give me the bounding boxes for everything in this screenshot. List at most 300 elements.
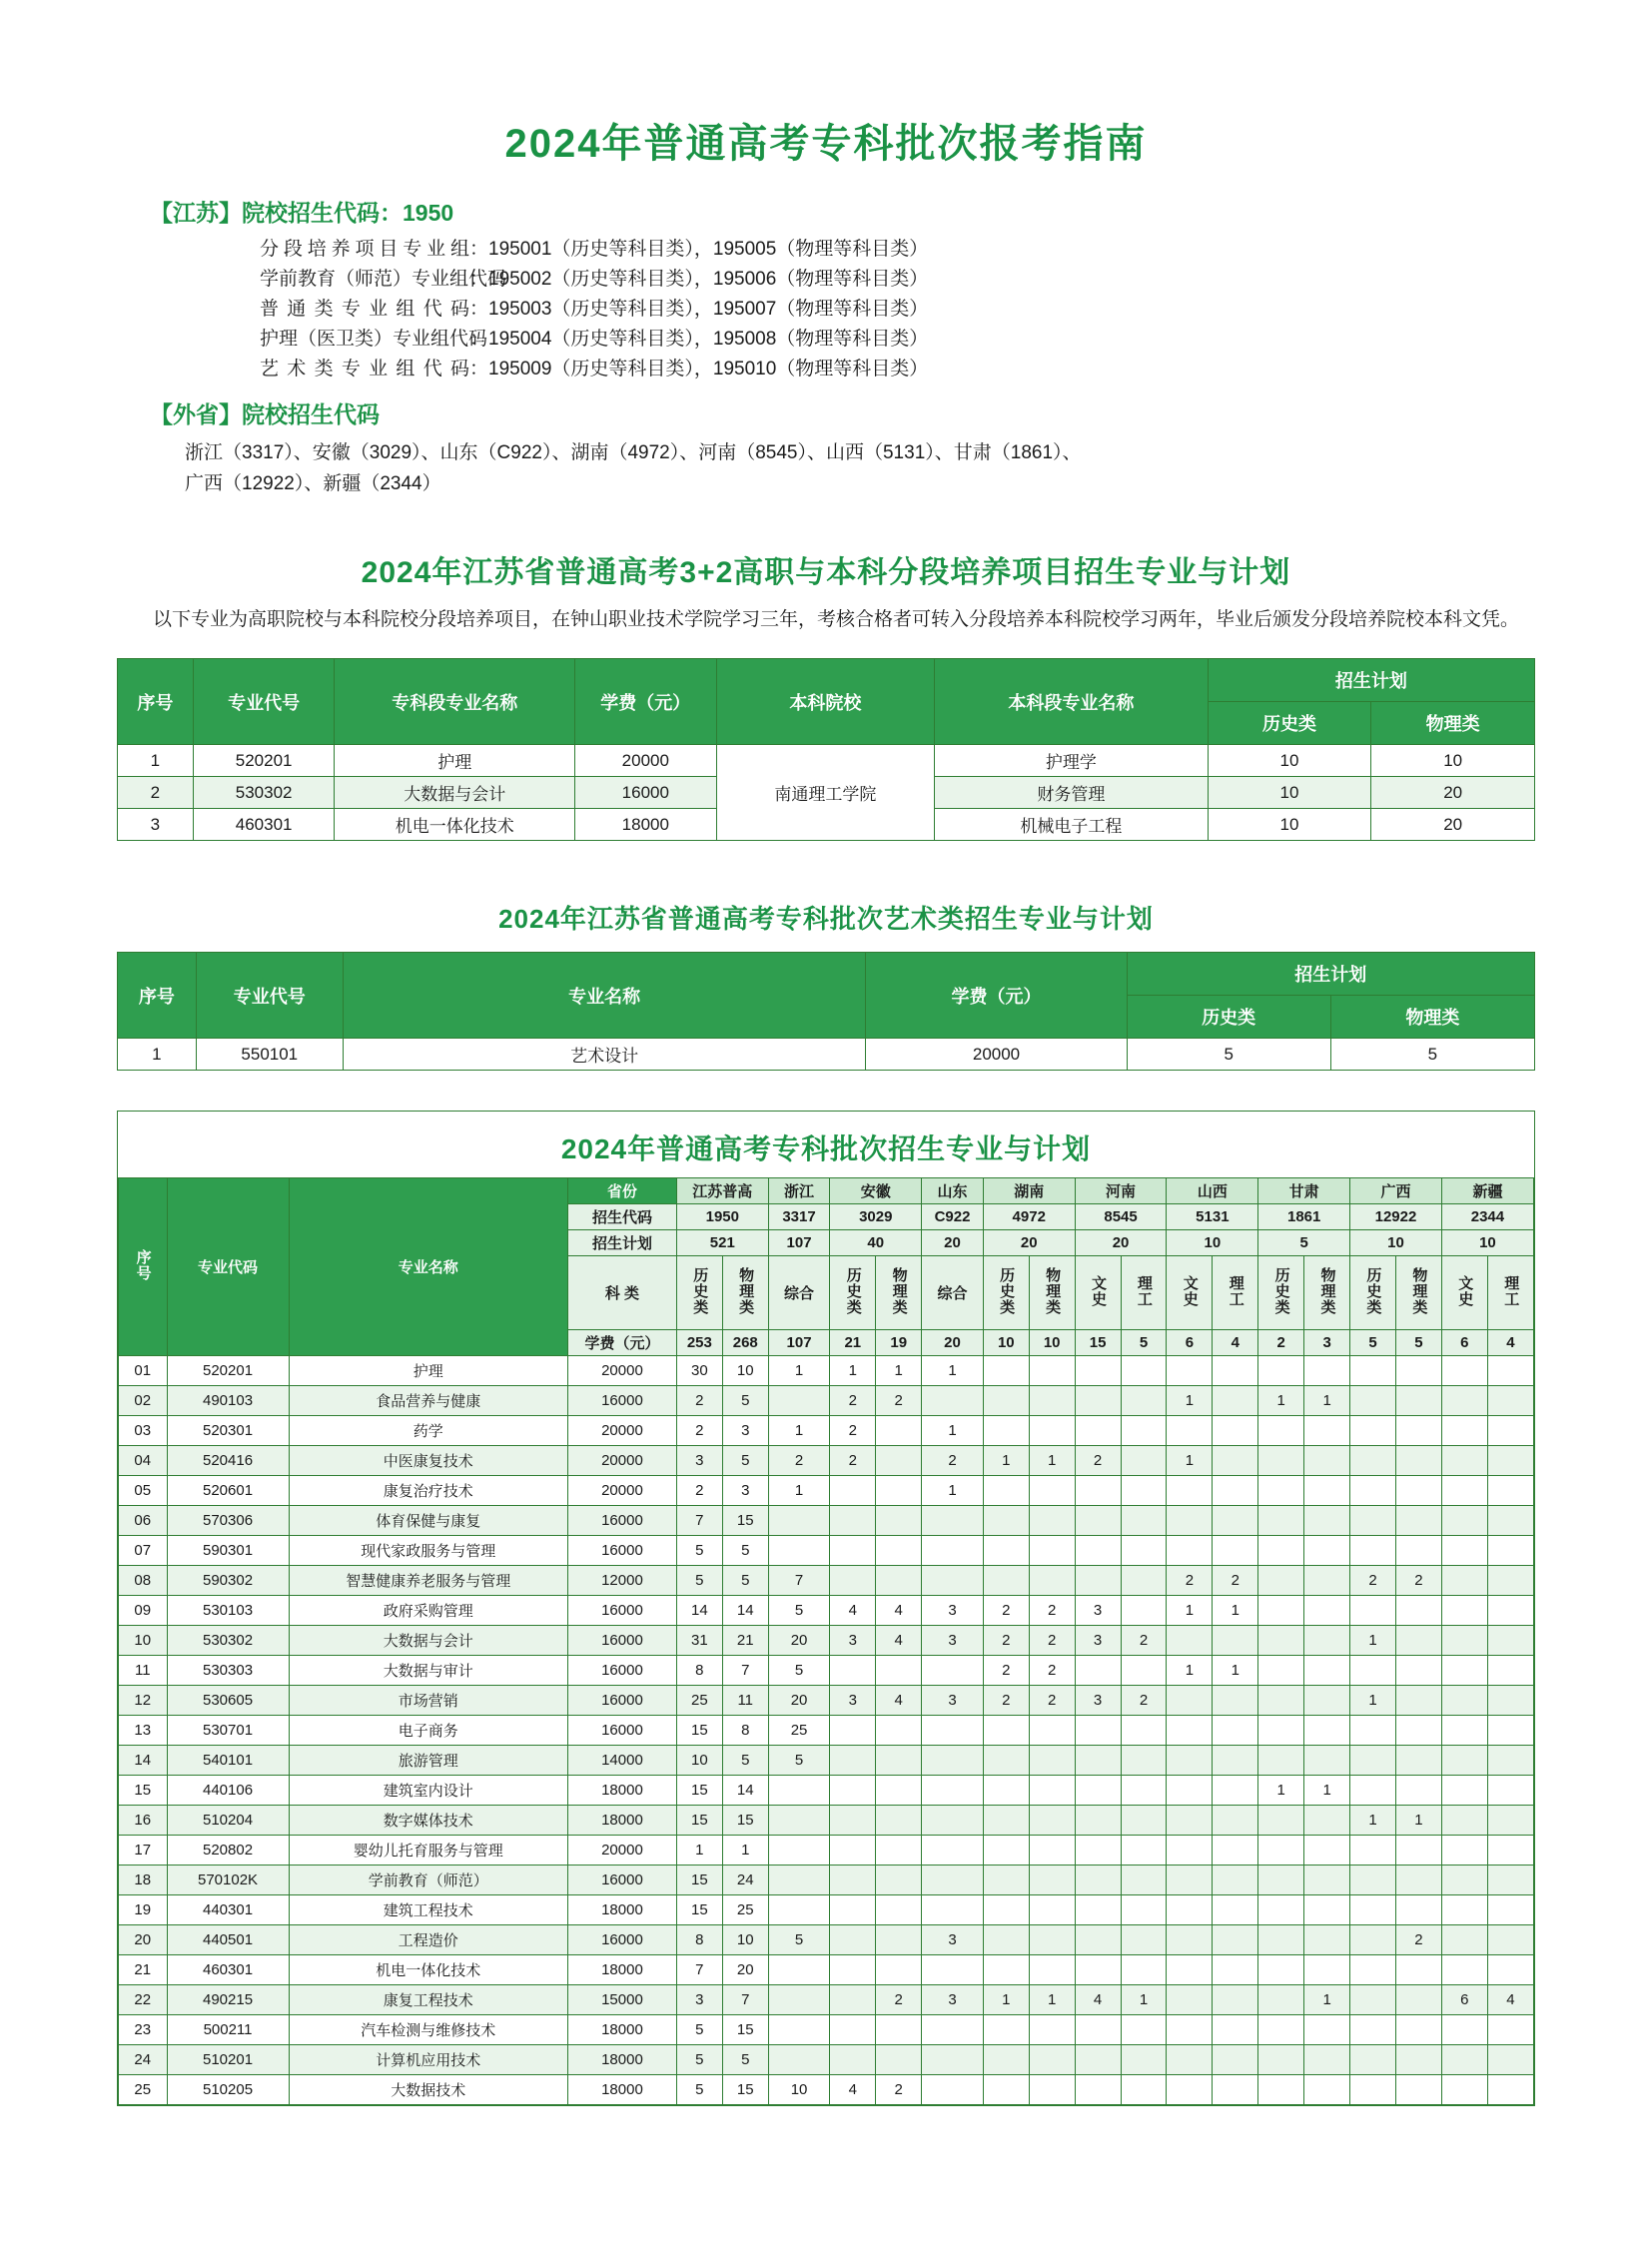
cell-plan-value bbox=[1395, 2045, 1441, 2075]
province-hunan: 湖南 bbox=[983, 1178, 1075, 1204]
cell-fee: 18000 bbox=[568, 1776, 677, 1806]
cell-plan-value bbox=[830, 1716, 876, 1746]
cell-plan-value bbox=[1441, 1386, 1487, 1416]
cell-name: 艺术设计 bbox=[343, 1039, 866, 1071]
cell-plan-value bbox=[1304, 1566, 1350, 1596]
cell-plan-value bbox=[983, 1806, 1029, 1836]
province-gansu: 甘肃 bbox=[1258, 1178, 1350, 1204]
cell-plan-value: 5 bbox=[676, 2075, 722, 2105]
cell-code: 550101 bbox=[196, 1039, 343, 1071]
cell-plan-value: 3 bbox=[1075, 1626, 1121, 1656]
cell-plan-value bbox=[1075, 1866, 1121, 1895]
th-subject: 科 类 bbox=[568, 1256, 677, 1330]
cell-plan-value bbox=[1304, 1596, 1350, 1626]
cell-plan-value bbox=[1167, 1955, 1213, 1985]
cell-plan-value bbox=[1395, 1626, 1441, 1656]
fee-col: 5 bbox=[1121, 1330, 1167, 1356]
cell-plan-value bbox=[1075, 1356, 1121, 1386]
cell-idx: 1 bbox=[118, 1039, 197, 1071]
cell-plan-value bbox=[1487, 1686, 1533, 1716]
cell-plan-value: 1 bbox=[876, 1356, 922, 1386]
cell-idx: 05 bbox=[119, 1476, 168, 1506]
section1-intro: 以下专业为高职院校与本科院校分段培养项目，在钟山职业技术学院学习三年，考核合格者可转入分段培养本科院校学习两年，毕业后颁发分段培养院校本科文凭。 bbox=[153, 609, 1520, 631]
cell-plan-value bbox=[983, 2045, 1029, 2075]
cell-physics: 20 bbox=[1371, 809, 1535, 841]
cell-name: 大数据与审计 bbox=[289, 1656, 567, 1686]
cell-plan-value: 2 bbox=[830, 1416, 876, 1446]
cell-plan-value bbox=[922, 1566, 984, 1596]
table-row bbox=[119, 1716, 1534, 1746]
cell-idx: 21 bbox=[119, 1955, 168, 1985]
cell-plan-value bbox=[1395, 1506, 1441, 1536]
cell-code: 570306 bbox=[167, 1506, 289, 1536]
cell-plan-value bbox=[1213, 1866, 1258, 1895]
cell-plan-value bbox=[1441, 1416, 1487, 1446]
cell-plan-value bbox=[830, 1776, 876, 1806]
cell-plan-value bbox=[1167, 1806, 1213, 1836]
cell-plan-value bbox=[1304, 1506, 1350, 1536]
province-xinjiang: 新疆 bbox=[1441, 1178, 1533, 1204]
table-row bbox=[119, 1985, 1534, 2015]
code-shandong: C922 bbox=[922, 1204, 984, 1230]
cell-name: 机电一体化技术 bbox=[289, 1955, 567, 1985]
cell-plan-value: 2 bbox=[830, 1446, 876, 1476]
cell-plan-value bbox=[1350, 1955, 1396, 1985]
cell-plan-value: 5 bbox=[722, 1386, 768, 1416]
cell-plan-value bbox=[983, 1716, 1029, 1746]
plan-zhejiang: 107 bbox=[768, 1230, 830, 1256]
cell-code: 530302 bbox=[193, 777, 335, 809]
cell-plan-value: 2 bbox=[983, 1626, 1029, 1656]
cell-plan-value: 4 bbox=[1075, 1985, 1121, 2015]
cell-plan-value: 5 bbox=[722, 1566, 768, 1596]
cell-plan-value bbox=[876, 1446, 922, 1476]
plan-guangxi: 10 bbox=[1350, 1230, 1442, 1256]
cell-plan-value bbox=[1029, 1836, 1075, 1866]
cell-plan-value: 2 bbox=[983, 1686, 1029, 1716]
cell-plan-value bbox=[768, 1536, 830, 1566]
cell-plan-value: 1 bbox=[722, 1836, 768, 1866]
cell-plan-value bbox=[983, 1836, 1029, 1866]
cell-plan-value bbox=[1350, 1506, 1396, 1536]
cell-plan-value: 1 bbox=[1350, 1806, 1396, 1836]
cell-plan-value: 10 bbox=[768, 2075, 830, 2105]
cell-plan-value bbox=[1441, 1925, 1487, 1955]
cell-plan-value bbox=[1304, 1955, 1350, 1985]
cell-plan-value: 1 bbox=[1395, 1806, 1441, 1836]
cell-plan-value bbox=[1395, 1955, 1441, 1985]
table-row bbox=[119, 1895, 1534, 1925]
th-code: 专业代号 bbox=[193, 659, 335, 745]
province-henan: 河南 bbox=[1075, 1178, 1167, 1204]
th-bk-school: 本科院校 bbox=[716, 659, 935, 745]
cell-plan-value: 5 bbox=[676, 1536, 722, 1566]
admission-codes-block bbox=[150, 195, 1652, 499]
cell-plan-value bbox=[876, 1716, 922, 1746]
cell-code: 510205 bbox=[167, 2075, 289, 2105]
cell-plan-value bbox=[768, 1776, 830, 1806]
cell-code: 520416 bbox=[167, 1446, 289, 1476]
fee-col: 3 bbox=[1304, 1330, 1350, 1356]
code-guangxi: 12922 bbox=[1350, 1204, 1442, 1230]
cell-plan-value bbox=[1258, 1836, 1304, 1866]
cell-idx: 14 bbox=[119, 1746, 168, 1776]
cell-plan-value bbox=[1075, 1895, 1121, 1925]
cell-plan-value bbox=[876, 1416, 922, 1446]
cell-plan-value bbox=[922, 1536, 984, 1566]
cell-plan-value: 5 bbox=[768, 1746, 830, 1776]
cell-plan-value bbox=[1395, 1656, 1441, 1686]
cell-plan-value bbox=[1121, 1746, 1167, 1776]
cell-plan-value bbox=[1304, 1656, 1350, 1686]
cell-plan-value bbox=[922, 1806, 984, 1836]
code-row-value: ：195003（历史等科目类），195007（物理等科目类） bbox=[469, 299, 929, 321]
cell-plan-value bbox=[1350, 1416, 1396, 1446]
cell-name: 汽车检测与维修技术 bbox=[289, 2015, 567, 2045]
cell-plan-value: 2 bbox=[768, 1446, 830, 1476]
code-row-label: 普通类专业组代码 bbox=[260, 299, 469, 321]
fee-col: 10 bbox=[983, 1330, 1029, 1356]
cell-plan-value: 5 bbox=[722, 1746, 768, 1776]
cell-plan-value bbox=[1304, 1446, 1350, 1476]
cell-idx: 3 bbox=[118, 809, 194, 841]
cell-plan-value bbox=[1121, 1895, 1167, 1925]
code-row-label: 艺术类专业组代码 bbox=[260, 359, 469, 380]
cell-plan-value bbox=[768, 1836, 830, 1866]
cell-plan-value bbox=[1029, 2015, 1075, 2045]
cell-physics: 10 bbox=[1371, 745, 1535, 777]
cell-plan-value bbox=[1167, 1746, 1213, 1776]
cell-plan-value: 3 bbox=[830, 1686, 876, 1716]
th-province: 省份 bbox=[568, 1178, 677, 1204]
table-row bbox=[119, 1446, 1534, 1476]
cell-plan-value bbox=[830, 1506, 876, 1536]
cell-plan-value: 6 bbox=[1441, 1985, 1487, 2015]
cell-idx: 09 bbox=[119, 1596, 168, 1626]
code-jiangsu: 1950 bbox=[676, 1204, 768, 1230]
cell-plan-value bbox=[1121, 1776, 1167, 1806]
cell-plan-value bbox=[1395, 1866, 1441, 1895]
cell-plan-value bbox=[1213, 1686, 1258, 1716]
cell-plan-value bbox=[830, 1566, 876, 1596]
cell-fee: 20000 bbox=[568, 1836, 677, 1866]
cell-plan-value: 4 bbox=[830, 1596, 876, 1626]
cell-plan-value bbox=[1395, 1356, 1441, 1386]
cell-plan-value bbox=[876, 1566, 922, 1596]
cell-code: 530302 bbox=[167, 1626, 289, 1656]
code-row-label: 分段培养项目专业组 bbox=[260, 239, 469, 261]
cell-plan-value bbox=[1258, 1866, 1304, 1895]
cell-plan-value bbox=[1258, 2045, 1304, 2075]
cell-plan-value bbox=[830, 1866, 876, 1895]
cell-plan-value bbox=[983, 1506, 1029, 1536]
cell-plan-value bbox=[983, 1356, 1029, 1386]
cell-plan-value: 2 bbox=[830, 1386, 876, 1416]
cell-code: 500211 bbox=[167, 2015, 289, 2045]
cell-code: 460301 bbox=[167, 1955, 289, 1985]
table-row bbox=[119, 1506, 1534, 1536]
cell-plan-value bbox=[768, 2015, 830, 2045]
section2-title: 2024年江苏省普通高考专科批次艺术类招生专业与计划 bbox=[498, 904, 1154, 935]
cell-plan-value bbox=[1350, 1836, 1396, 1866]
cell-plan-value bbox=[1258, 1955, 1304, 1985]
cell-plan-value bbox=[1075, 1955, 1121, 1985]
cell-idx: 01 bbox=[119, 1356, 168, 1386]
cell-plan-value bbox=[1075, 1536, 1121, 1566]
cell-plan-value: 2 bbox=[1029, 1656, 1075, 1686]
cell-plan-value bbox=[1167, 1356, 1213, 1386]
cell-plan-value bbox=[1487, 1895, 1533, 1925]
cell-plan-value bbox=[1441, 1506, 1487, 1536]
code-row bbox=[260, 235, 1652, 265]
cell-plan-value: 5 bbox=[676, 2045, 722, 2075]
cell-plan-value bbox=[1304, 2015, 1350, 2045]
cell-plan-value bbox=[876, 2045, 922, 2075]
cell-plan-value: 3 bbox=[676, 1446, 722, 1476]
cell-bk-name: 财务管理 bbox=[935, 777, 1208, 809]
table-row bbox=[119, 1596, 1534, 1626]
cell-plan-value bbox=[830, 1656, 876, 1686]
plan-henan: 20 bbox=[1075, 1230, 1167, 1256]
cell-plan-value: 1 bbox=[1029, 1446, 1075, 1476]
cell-plan-value: 2 bbox=[1395, 1566, 1441, 1596]
cell-plan-value bbox=[1487, 2015, 1533, 2045]
cell-plan-value: 15 bbox=[676, 1776, 722, 1806]
cell-plan-value bbox=[1029, 1925, 1075, 1955]
cell-fee: 15000 bbox=[568, 1985, 677, 2015]
cell-plan-value bbox=[1258, 1895, 1304, 1925]
cell-plan-value bbox=[768, 1895, 830, 1925]
fee-col: 15 bbox=[1075, 1330, 1121, 1356]
cell-plan-value bbox=[983, 1536, 1029, 1566]
cell-zk-name: 机电一体化技术 bbox=[335, 809, 575, 841]
cell-idx: 06 bbox=[119, 1506, 168, 1536]
cell-plan-value bbox=[983, 1566, 1029, 1596]
cell-plan-value: 2 bbox=[676, 1476, 722, 1506]
province-code-list bbox=[185, 437, 1652, 500]
cell-plan-value bbox=[922, 2045, 984, 2075]
cell-plan-value bbox=[1487, 2075, 1533, 2105]
cell-code: 590302 bbox=[167, 1566, 289, 1596]
cell-plan-value bbox=[1167, 1776, 1213, 1806]
cell-plan-value: 5 bbox=[768, 1596, 830, 1626]
th-name: 专业名称 bbox=[289, 1178, 567, 1356]
cell-plan-value: 1 bbox=[1167, 1596, 1213, 1626]
cell-plan-value: 7 bbox=[768, 1566, 830, 1596]
cell-plan-value bbox=[768, 1506, 830, 1536]
cell-plan-value: 1 bbox=[1167, 1656, 1213, 1686]
cell-plan-value bbox=[1304, 1716, 1350, 1746]
subject-col: 文史 bbox=[1441, 1256, 1487, 1330]
province-jiangsu: 江苏普高 bbox=[676, 1178, 768, 1204]
cell-plan-value bbox=[1258, 1446, 1304, 1476]
cell-plan-value bbox=[1441, 1895, 1487, 1925]
cell-plan-value bbox=[1075, 1806, 1121, 1836]
cell-plan-value bbox=[1487, 1536, 1533, 1566]
cell-plan-value: 1 bbox=[676, 1836, 722, 1866]
code-row-value: ：195009（历史等科目类），195010（物理等科目类） bbox=[469, 359, 929, 380]
cell-plan-value: 4 bbox=[876, 1596, 922, 1626]
cell-plan-value bbox=[1213, 2015, 1258, 2045]
cell-plan-value bbox=[922, 1955, 984, 1985]
cell-plan-value bbox=[1075, 1506, 1121, 1536]
cell-plan-value bbox=[922, 1506, 984, 1536]
th-physics: 物理类 bbox=[1371, 702, 1535, 745]
fee-col: 5 bbox=[1350, 1330, 1396, 1356]
cell-plan-value bbox=[1258, 1476, 1304, 1506]
cell-plan-value bbox=[1395, 2075, 1441, 2105]
cell-plan-value bbox=[922, 1716, 984, 1746]
table-row bbox=[119, 1836, 1534, 1866]
cell-code: 510201 bbox=[167, 2045, 289, 2075]
cell-plan-value bbox=[1441, 1566, 1487, 1596]
cell-code: 530605 bbox=[167, 1686, 289, 1716]
cell-plan-value bbox=[1258, 1925, 1304, 1955]
cell-idx: 16 bbox=[119, 1806, 168, 1836]
cell-plan-value bbox=[1029, 1716, 1075, 1746]
code-row bbox=[260, 325, 1652, 355]
cell-plan-value bbox=[1121, 1416, 1167, 1446]
cell-code: 510204 bbox=[167, 1806, 289, 1836]
th-enroll-code: 招生代码 bbox=[568, 1204, 677, 1230]
cell-plan-value: 5 bbox=[722, 1446, 768, 1476]
cell-name: 现代家政服务与管理 bbox=[289, 1536, 567, 1566]
cell-plan-value bbox=[922, 2075, 984, 2105]
cell-plan-value bbox=[1213, 1536, 1258, 1566]
cell-plan-value bbox=[1304, 1836, 1350, 1866]
cell-plan-value bbox=[1213, 1356, 1258, 1386]
cell-plan-value bbox=[1350, 1925, 1396, 1955]
cell-plan-value bbox=[922, 2015, 984, 2045]
cell-plan-value bbox=[876, 2015, 922, 2045]
cell-fee: 20000 bbox=[568, 1416, 677, 1446]
cell-name: 学前教育（师范） bbox=[289, 1866, 567, 1895]
cell-fee: 16000 bbox=[568, 1536, 677, 1566]
cell-fee: 14000 bbox=[568, 1746, 677, 1776]
cell-plan-value bbox=[1441, 1536, 1487, 1566]
cell-plan-value bbox=[1441, 2015, 1487, 2045]
plan-hunan: 20 bbox=[983, 1230, 1075, 1256]
code-xinjiang: 2344 bbox=[1441, 1204, 1533, 1230]
cell-plan-value: 21 bbox=[722, 1626, 768, 1656]
cell-plan-value bbox=[1487, 1626, 1533, 1656]
fee-col: 6 bbox=[1441, 1330, 1487, 1356]
cell-plan-value: 3 bbox=[830, 1626, 876, 1656]
cell-plan-value bbox=[983, 1955, 1029, 1985]
cell-plan-value bbox=[1121, 2045, 1167, 2075]
cell-plan-value: 15 bbox=[722, 2015, 768, 2045]
table-row bbox=[119, 2045, 1534, 2075]
cell-plan-value bbox=[1487, 1925, 1533, 1955]
cell-plan-value bbox=[1487, 1566, 1533, 1596]
cell-plan-value bbox=[1395, 1416, 1441, 1446]
cell-plan-value bbox=[1395, 1386, 1441, 1416]
cell-plan-value: 3 bbox=[922, 1626, 984, 1656]
cell-plan-value bbox=[983, 1925, 1029, 1955]
cell-fee: 18000 bbox=[568, 1895, 677, 1925]
cell-plan-value bbox=[1075, 1776, 1121, 1806]
cell-idx: 22 bbox=[119, 1985, 168, 2015]
cell-plan-value: 1 bbox=[1121, 1985, 1167, 2015]
cell-fee: 16000 bbox=[568, 1925, 677, 1955]
province-code-line-2: 广西（12922）、新疆（2344） bbox=[185, 473, 441, 495]
cell-idx: 13 bbox=[119, 1716, 168, 1746]
cell-plan-value: 1 bbox=[1258, 1386, 1304, 1416]
cell-code: 440106 bbox=[167, 1776, 289, 1806]
cell-plan-value bbox=[1167, 1416, 1213, 1446]
cell-idx: 25 bbox=[119, 2075, 168, 2105]
cell-plan-value bbox=[1487, 1656, 1533, 1686]
cell-plan-value bbox=[1075, 1476, 1121, 1506]
plan-jiangsu: 521 bbox=[676, 1230, 768, 1256]
cell-plan-value bbox=[1350, 1746, 1396, 1776]
cell-plan-value bbox=[830, 1836, 876, 1866]
cell-plan-value bbox=[1167, 1836, 1213, 1866]
cell-plan-value bbox=[768, 1866, 830, 1895]
cell-plan-value bbox=[1213, 1836, 1258, 1866]
cell-plan-value bbox=[1075, 1925, 1121, 1955]
cell-history: 10 bbox=[1208, 777, 1371, 809]
cell-plan-value bbox=[1029, 1955, 1075, 1985]
cell-plan-value bbox=[1441, 1656, 1487, 1686]
cell-plan-value: 2 bbox=[876, 1985, 922, 2015]
cell-plan-value bbox=[1121, 1446, 1167, 1476]
cell-name: 政府采购管理 bbox=[289, 1596, 567, 1626]
cell-plan-value: 2 bbox=[1167, 1566, 1213, 1596]
subject-col: 文史 bbox=[1075, 1256, 1121, 1330]
table-row bbox=[119, 1536, 1534, 1566]
cell-plan-value bbox=[1395, 1716, 1441, 1746]
cell-plan-value bbox=[1441, 1716, 1487, 1746]
cell-code: 530701 bbox=[167, 1716, 289, 1746]
cell-plan-value bbox=[1121, 1716, 1167, 1746]
cell-plan-value bbox=[1121, 1356, 1167, 1386]
cell-plan-value: 24 bbox=[722, 1866, 768, 1895]
cell-plan-value bbox=[1350, 1656, 1396, 1686]
code-henan: 8545 bbox=[1075, 1204, 1167, 1230]
cell-plan-value: 5 bbox=[722, 2045, 768, 2075]
cell-plan-value bbox=[1121, 1656, 1167, 1686]
cell-idx: 10 bbox=[119, 1626, 168, 1656]
other-province-code-head: 【外省】院校招生代码 bbox=[150, 401, 380, 428]
cell-plan-value bbox=[1029, 1386, 1075, 1416]
cell-plan-value: 2 bbox=[1029, 1596, 1075, 1626]
cell-idx: 03 bbox=[119, 1416, 168, 1446]
cell-plan-value bbox=[1487, 1836, 1533, 1866]
cell-plan-value bbox=[1350, 1476, 1396, 1506]
cell-name: 中医康复技术 bbox=[289, 1446, 567, 1476]
cell-plan-value bbox=[1487, 1596, 1533, 1626]
cell-plan-value bbox=[1441, 1596, 1487, 1626]
table-row bbox=[119, 1656, 1534, 1686]
subject-col: 历史类 bbox=[983, 1256, 1029, 1330]
cell-plan-value: 15 bbox=[722, 1806, 768, 1836]
table-row bbox=[119, 1386, 1534, 1416]
cell-plan-value: 1 bbox=[1350, 1686, 1396, 1716]
th-fee: 学费（元） bbox=[866, 953, 1127, 1039]
cell-plan-value bbox=[1487, 1356, 1533, 1386]
cell-fee: 18000 bbox=[568, 1955, 677, 1985]
cell-plan-value: 3 bbox=[722, 1416, 768, 1446]
cell-plan-value bbox=[1121, 2075, 1167, 2105]
cell-idx: 24 bbox=[119, 2045, 168, 2075]
code-anhui: 3029 bbox=[830, 1204, 922, 1230]
cell-plan-value bbox=[1029, 2075, 1075, 2105]
cell-plan-value: 8 bbox=[722, 1716, 768, 1746]
cell-plan-value bbox=[876, 1476, 922, 1506]
cell-plan-value bbox=[1075, 1716, 1121, 1746]
cell-plan-value bbox=[922, 1866, 984, 1895]
